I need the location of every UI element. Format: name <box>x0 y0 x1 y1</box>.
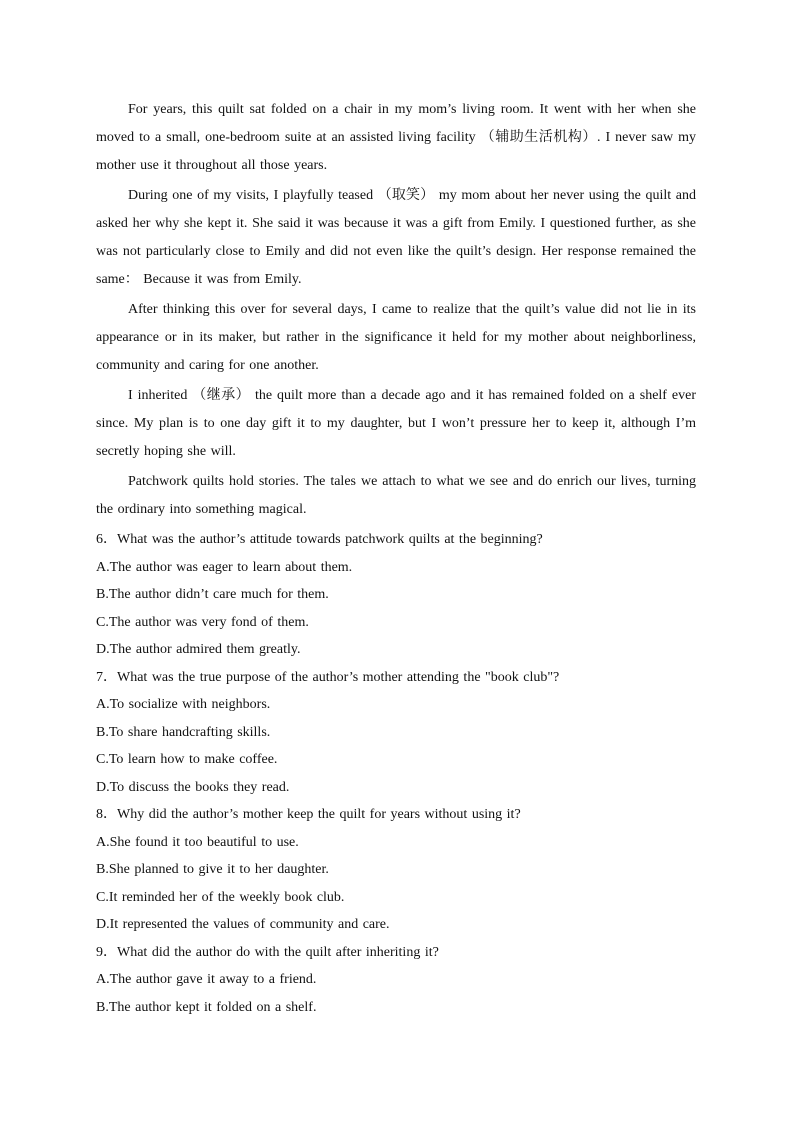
question-list <box>96 526 696 1021</box>
option-c: C.To learn how to make coffee. <box>96 752 278 767</box>
passage-paragraph-2: During one of my visits, I playfully teased （取笑） my mom about her never using the quilt and asked her why she kept it. She said it was because it was a gift from Emily. I questioned further, as she was not particularly close to Emily and did not even like the quilt’s design. Her response remained the same： Because it was from Emily. <box>96 188 696 287</box>
option-d: D.To discuss the books they read. <box>96 779 290 795</box>
question-stem: 6．What was the author’s attitude towards patchwork quilts at the beginning? <box>96 532 543 547</box>
option-a: A.To socialize with neighbors. <box>96 697 271 712</box>
question-stem: 9．What did the author do with the quilt after inheriting it? <box>96 944 439 960</box>
option-c: C.The author was very fond of them. <box>96 614 309 630</box>
document-page <box>96 96 696 1021</box>
passage-paragraph-3: After thinking this over for several days, I came to realize that the quilt’s value did not lie in its appearance or in its maker, but rather in the significance it held for my mother about neighborliness, community and caring for one another. <box>96 302 696 373</box>
question-9 <box>96 939 696 1022</box>
option-c: C.It reminded her of the weekly book club. <box>96 889 345 905</box>
option-b: B.To share handcrafting skills. <box>96 724 271 740</box>
question-6 <box>96 526 696 664</box>
option-a: A.The author gave it away to a friend. <box>96 972 317 987</box>
passage-paragraph-5: Patchwork quilts hold stories. The tales we attach to what we see and do enrich our lives, turning the ordinary into something magical. <box>96 474 696 517</box>
reading-passage <box>96 96 696 524</box>
passage-paragraph-4: I inherited （继承） the quilt more than a decade ago and it has remained folded on a shelf ever since. My plan is to one day gift it to my daughter, but I won’t pressure her to keep it, although I’m secretly hoping she will. <box>96 388 696 459</box>
option-b: B.The author kept it folded on a shelf. <box>96 999 317 1015</box>
question-8 <box>96 801 696 939</box>
question-7 <box>96 664 696 802</box>
question-stem: 7．What was the true purpose of the author’s mother attending the "book club"? <box>96 669 560 685</box>
option-a: A.The author was eager to learn about them. <box>96 559 353 575</box>
option-d: D.The author admired them greatly. <box>96 642 301 657</box>
option-a: A.She found it too beautiful to use. <box>96 834 299 850</box>
option-b: B.The author didn’t care much for them. <box>96 587 329 602</box>
passage-paragraph-1: For years, this quilt sat folded on a chair in my mom’s living room. It went with her when she moved to a small, one-bedroom suite at an assisted living facility （辅助生活机构）. I never saw my mother use it throughout all those years. <box>96 102 696 173</box>
option-b: B.She planned to give it to her daughter. <box>96 862 329 877</box>
option-d: D.It represented the values of community and care. <box>96 917 390 932</box>
question-stem: 8．Why did the author’s mother keep the quilt for years without using it? <box>96 807 521 822</box>
